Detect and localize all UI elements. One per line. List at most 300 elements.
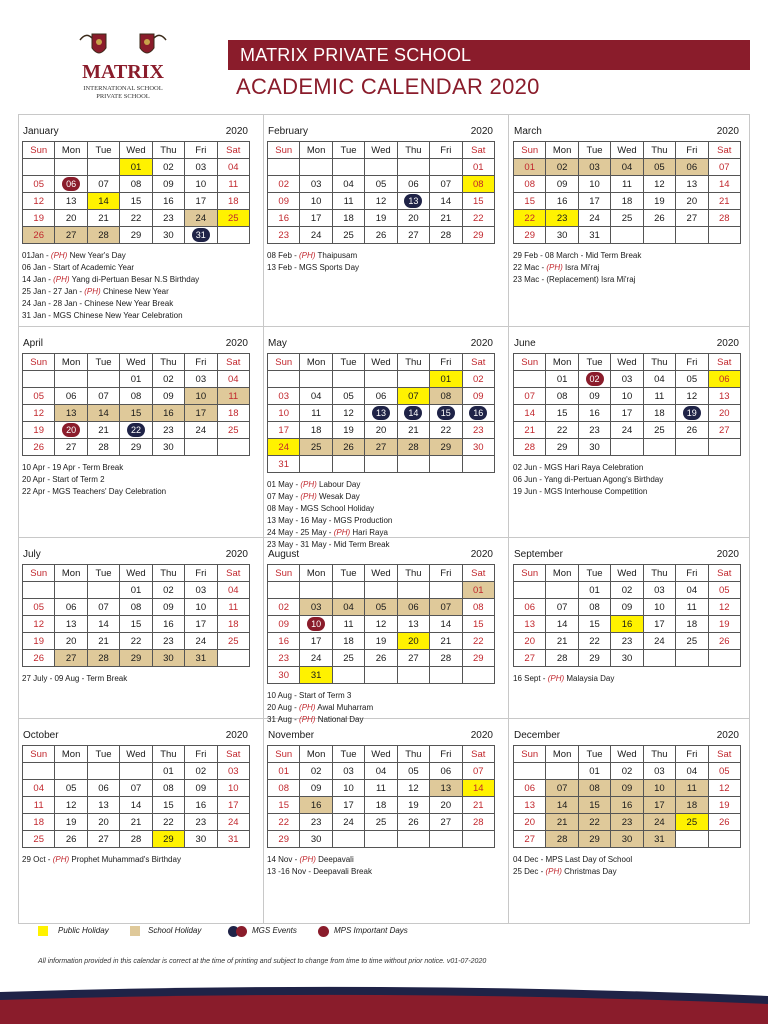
- note-line: [22, 262, 250, 274]
- weekday-label: Mon: [546, 354, 578, 371]
- week-row: [268, 210, 495, 227]
- day-cell: 05: [397, 763, 429, 780]
- day-cell: 24: [185, 422, 217, 439]
- mgs-event-marker: 15: [437, 406, 455, 420]
- day-cell: 19: [643, 193, 675, 210]
- day-cell: 02: [152, 371, 184, 388]
- weekday-label: Thu: [643, 354, 675, 371]
- weekday-label: Sun: [268, 746, 300, 763]
- day-cell: 16: [611, 616, 643, 633]
- day-cell: 05: [708, 582, 740, 599]
- day-cell: 20: [365, 422, 397, 439]
- public-holiday-tag: (PH): [299, 251, 316, 260]
- day-cell: 17: [643, 797, 675, 814]
- day-cell: 15: [546, 405, 578, 422]
- day-cell: 14: [120, 797, 152, 814]
- weekday-label: Sat: [708, 746, 740, 763]
- day-cell: 18: [217, 193, 249, 210]
- weekday-label: Tue: [578, 354, 610, 371]
- weekday-label: Mon: [55, 565, 87, 582]
- day-cell: [643, 227, 675, 244]
- month-header: [267, 725, 495, 745]
- day-cell: 15: [120, 616, 152, 633]
- day-cell: 20: [397, 633, 429, 650]
- month-notes: [513, 854, 741, 878]
- day-cell: 26: [365, 650, 397, 667]
- day-cell: 13: [676, 176, 708, 193]
- weekday-label: Tue: [332, 565, 364, 582]
- note-text: 24 May - 25 May -: [267, 528, 334, 537]
- month-september: [513, 544, 741, 685]
- note-text: Yang di-Pertuan Besar N.S Birthday: [69, 275, 200, 284]
- weekday-label: Tue: [87, 354, 119, 371]
- weekday-label: Thu: [643, 565, 675, 582]
- weekday-label: Sun: [514, 746, 546, 763]
- day-cell: [332, 667, 364, 684]
- day-cell: 28: [397, 439, 429, 456]
- day-cell: 20: [514, 814, 546, 831]
- day-cell: [365, 456, 397, 473]
- day-cell: [217, 439, 249, 456]
- day-cell: 04: [217, 371, 249, 388]
- month-november: [267, 725, 495, 878]
- day-cell: [397, 193, 429, 210]
- day-cell: 30: [152, 439, 184, 456]
- day-cell: 01: [120, 582, 152, 599]
- day-cell: 11: [332, 193, 364, 210]
- note-text: 02 Jun - MGS Hari Raya Celebration: [513, 463, 644, 472]
- day-cell: 26: [397, 814, 429, 831]
- day-cell: 27: [55, 439, 87, 456]
- day-cell: 30: [152, 650, 184, 667]
- weekday-label: Wed: [120, 746, 152, 763]
- day-cell: 16: [152, 193, 184, 210]
- weekday-label: Sun: [268, 565, 300, 582]
- mps-important-dot: [318, 926, 329, 937]
- day-cell: 21: [430, 210, 462, 227]
- day-cell: 03: [300, 176, 332, 193]
- note-text: Labour Day: [316, 480, 361, 489]
- week-row: [268, 650, 495, 667]
- day-cell: 08: [268, 780, 300, 797]
- day-cell: 14: [87, 616, 119, 633]
- month-year: 2020: [716, 730, 739, 741]
- weekday-label: Wed: [365, 746, 397, 763]
- week-row: [268, 780, 495, 797]
- day-cell: [430, 159, 462, 176]
- bottom-ribbon: [0, 976, 768, 1024]
- day-cell: 16: [268, 210, 300, 227]
- day-cell: [546, 763, 578, 780]
- day-cell: [332, 371, 364, 388]
- month-notes: [22, 462, 250, 498]
- month-year: 2020: [470, 338, 493, 349]
- week-row: [514, 780, 741, 797]
- day-cell: [643, 439, 675, 456]
- day-cell: 30: [462, 439, 494, 456]
- day-cell: [397, 405, 429, 422]
- day-cell: [268, 371, 300, 388]
- day-cell: 03: [611, 371, 643, 388]
- month-year: 2020: [470, 730, 493, 741]
- day-cell: 27: [708, 422, 740, 439]
- day-cell: 16: [152, 616, 184, 633]
- legend-label: Public Holiday: [58, 926, 109, 935]
- day-cell: [332, 831, 364, 848]
- week-row: [268, 227, 495, 244]
- week-row: [268, 763, 495, 780]
- week-row: [23, 227, 250, 244]
- day-cell: 25: [643, 422, 675, 439]
- day-cell: 23: [546, 210, 578, 227]
- week-row: [514, 599, 741, 616]
- day-cell: 17: [185, 193, 217, 210]
- day-cell: 19: [397, 797, 429, 814]
- day-cell: 14: [87, 193, 119, 210]
- day-cell: [676, 439, 708, 456]
- day-cell: 09: [268, 193, 300, 210]
- day-cell: 09: [462, 388, 494, 405]
- weekday-header-row: [268, 354, 495, 371]
- weekday-label: Wed: [365, 565, 397, 582]
- day-cell: 10: [268, 405, 300, 422]
- day-cell: [708, 831, 740, 848]
- weekday-label: Fri: [185, 565, 217, 582]
- day-cell: 09: [152, 388, 184, 405]
- day-cell: [55, 582, 87, 599]
- month-august: [267, 544, 495, 726]
- day-cell: 16: [578, 405, 610, 422]
- day-cell: 14: [87, 405, 119, 422]
- note-text: 01 May -: [267, 480, 301, 489]
- mgs-event-marker: 16: [469, 406, 487, 420]
- day-cell: [430, 456, 462, 473]
- note-text: 10 Aug - Start of Term 3: [267, 691, 352, 700]
- legend-label: School Holiday: [148, 926, 202, 935]
- note-line: [513, 462, 741, 474]
- day-cell: 31: [300, 667, 332, 684]
- day-cell: 19: [332, 422, 364, 439]
- week-row: [268, 667, 495, 684]
- month-may: [267, 333, 495, 551]
- weekday-label: Thu: [643, 142, 675, 159]
- day-cell: 17: [300, 633, 332, 650]
- note-line: [267, 702, 495, 714]
- weekday-label: Wed: [611, 354, 643, 371]
- note-text: New Year's Day: [67, 251, 126, 260]
- day-cell: 29: [120, 227, 152, 244]
- weekday-label: Sat: [217, 746, 249, 763]
- day-cell: 22: [120, 633, 152, 650]
- day-cell: 03: [185, 371, 217, 388]
- day-cell: 18: [643, 405, 675, 422]
- weekday-label: Tue: [578, 746, 610, 763]
- day-cell: 30: [611, 831, 643, 848]
- day-cell: 28: [120, 831, 152, 848]
- day-cell: 16: [185, 797, 217, 814]
- day-cell: [217, 227, 249, 244]
- weekday-label: Mon: [55, 142, 87, 159]
- day-cell: 05: [708, 763, 740, 780]
- weekday-label: Fri: [676, 354, 708, 371]
- note-text: 31 Aug -: [267, 715, 300, 724]
- day-cell: 25: [217, 210, 249, 227]
- day-cell: 13: [397, 616, 429, 633]
- day-cell: [55, 763, 87, 780]
- day-cell: 10: [185, 388, 217, 405]
- day-cell: 17: [217, 797, 249, 814]
- day-cell: 13: [87, 797, 119, 814]
- weekday-label: Wed: [120, 354, 152, 371]
- public-holiday-tag: (PH): [546, 263, 563, 272]
- day-cell: 07: [87, 599, 119, 616]
- note-line: [267, 503, 495, 515]
- note-text: 20 Apr - Start of Term 2: [22, 475, 105, 484]
- day-cell: 20: [514, 633, 546, 650]
- note-text: Wesak Day: [316, 492, 360, 501]
- day-cell: [185, 227, 217, 244]
- legend-label: MGS Events: [252, 926, 297, 935]
- day-cell: [365, 582, 397, 599]
- note-text: 01Jan -: [22, 251, 51, 260]
- public-holiday-tag: (PH): [547, 674, 565, 683]
- day-cell: 23: [611, 633, 643, 650]
- note-line: [513, 673, 741, 685]
- month-notes: [22, 854, 250, 866]
- day-cell: 16: [300, 797, 332, 814]
- note-line: [513, 274, 741, 286]
- weekday-header-row: [23, 354, 250, 371]
- day-cell: 03: [643, 582, 675, 599]
- day-cell: 27: [397, 650, 429, 667]
- weekday-label: Sat: [462, 354, 494, 371]
- day-cell: 22: [462, 633, 494, 650]
- day-cell: 04: [676, 763, 708, 780]
- day-cell: [332, 159, 364, 176]
- day-cell: 12: [397, 780, 429, 797]
- day-cell: 28: [430, 650, 462, 667]
- day-cell: 23: [152, 210, 184, 227]
- weekday-label: Sun: [23, 142, 55, 159]
- public-holiday-tag: (PH): [53, 275, 70, 284]
- week-row: [23, 797, 250, 814]
- weekday-label: Mon: [300, 565, 332, 582]
- note-text: 08 May - MGS School Holiday: [267, 504, 375, 513]
- month-name: December: [514, 730, 561, 741]
- day-cell: 10: [217, 780, 249, 797]
- day-cell: [268, 582, 300, 599]
- weekday-label: Fri: [185, 354, 217, 371]
- note-text: 06 Jun - Yang di-Pertuan Agong's Birthday: [513, 475, 664, 484]
- day-cell: 27: [55, 650, 87, 667]
- day-cell: 19: [55, 814, 87, 831]
- day-cell: 11: [332, 616, 364, 633]
- day-cell: [643, 650, 675, 667]
- mps-important-marker: 06: [62, 177, 80, 191]
- day-cell: 29: [462, 650, 494, 667]
- weekday-label: Fri: [430, 565, 462, 582]
- day-cell: 30: [546, 227, 578, 244]
- month-grid: [513, 141, 741, 244]
- weekday-label: Sun: [268, 354, 300, 371]
- note-line: [267, 515, 495, 527]
- day-cell: 23: [462, 422, 494, 439]
- mgs-event-marker: 13: [404, 194, 422, 208]
- day-cell: 05: [23, 599, 55, 616]
- day-cell: [462, 831, 494, 848]
- day-cell: [708, 227, 740, 244]
- note-text: National Day: [315, 715, 364, 724]
- month-year: 2020: [716, 549, 739, 560]
- day-cell: 22: [430, 422, 462, 439]
- logo-line-2: PRIVATE SCHOOL: [96, 93, 150, 100]
- month-name: May: [268, 338, 287, 349]
- weekday-label: Thu: [152, 142, 184, 159]
- day-cell: [300, 456, 332, 473]
- day-cell: 17: [643, 616, 675, 633]
- note-line: [22, 274, 250, 286]
- day-cell: [462, 456, 494, 473]
- weekday-label: Sun: [23, 565, 55, 582]
- day-cell: 02: [152, 582, 184, 599]
- logo-line-1: INTERNATIONAL SCHOOL: [83, 85, 163, 92]
- week-row: [514, 797, 741, 814]
- day-cell: 08: [514, 176, 546, 193]
- month-year: 2020: [225, 126, 248, 137]
- month-name: March: [514, 126, 542, 137]
- day-cell: 10: [185, 176, 217, 193]
- day-cell: 11: [676, 780, 708, 797]
- day-cell: 24: [268, 439, 300, 456]
- day-cell: 05: [365, 176, 397, 193]
- day-cell: [300, 371, 332, 388]
- month-grid: [22, 745, 250, 848]
- day-cell: 15: [120, 405, 152, 422]
- note-line: [513, 486, 741, 498]
- day-cell: 26: [365, 227, 397, 244]
- public-holiday-tag: (PH): [300, 480, 317, 489]
- logo-wordmark: MATRIX: [82, 61, 164, 83]
- public-holiday-tag: (PH): [299, 703, 316, 712]
- day-cell: 07: [546, 599, 578, 616]
- day-cell: 15: [578, 616, 610, 633]
- day-cell: 14: [430, 616, 462, 633]
- day-cell: 17: [578, 193, 610, 210]
- week-row: [23, 616, 250, 633]
- note-line: [22, 486, 250, 498]
- note-text: 23 Mac - (Replacement) Isra Mi'raj: [513, 275, 636, 284]
- day-cell: 10: [611, 388, 643, 405]
- day-cell: [430, 582, 462, 599]
- day-cell: 15: [152, 797, 184, 814]
- day-cell: 11: [217, 176, 249, 193]
- day-cell: 07: [430, 599, 462, 616]
- day-cell: [332, 456, 364, 473]
- day-cell: 12: [676, 388, 708, 405]
- day-cell: 09: [611, 599, 643, 616]
- weekday-label: Thu: [152, 746, 184, 763]
- day-cell: 11: [23, 797, 55, 814]
- day-cell: 04: [643, 371, 675, 388]
- weekday-header-row: [514, 565, 741, 582]
- note-text: Hari Raya: [350, 528, 388, 537]
- public-holiday-swatch: [38, 926, 48, 936]
- crest-right-icon: [140, 34, 166, 53]
- day-cell: [268, 159, 300, 176]
- weekday-header-row: [23, 746, 250, 763]
- weekday-label: Wed: [611, 142, 643, 159]
- mps-important-marker: 10: [307, 617, 325, 631]
- day-cell: 14: [462, 780, 494, 797]
- day-cell: 09: [578, 388, 610, 405]
- day-cell: [87, 763, 119, 780]
- week-row: [268, 599, 495, 616]
- weekday-label: Wed: [611, 746, 643, 763]
- day-cell: 13: [514, 616, 546, 633]
- day-cell: 03: [578, 159, 610, 176]
- mgs-event-marker: 13: [372, 406, 390, 420]
- day-cell: 17: [332, 797, 364, 814]
- week-row: [514, 227, 741, 244]
- day-cell: 17: [185, 405, 217, 422]
- day-cell: 08: [152, 780, 184, 797]
- day-cell: 24: [300, 227, 332, 244]
- note-text: Deepavali: [315, 855, 354, 864]
- day-cell: 10: [578, 176, 610, 193]
- note-text: 06 Jan - Start of Academic Year: [22, 263, 135, 272]
- day-cell: 06: [55, 388, 87, 405]
- day-cell: 13: [55, 405, 87, 422]
- day-cell: 30: [611, 650, 643, 667]
- week-row: [268, 371, 495, 388]
- day-cell: 18: [332, 210, 364, 227]
- day-cell: 07: [87, 176, 119, 193]
- month-notes: [513, 250, 741, 286]
- day-cell: 24: [217, 814, 249, 831]
- day-cell: 08: [120, 599, 152, 616]
- week-row: [23, 388, 250, 405]
- week-row: [268, 814, 495, 831]
- day-cell: 07: [120, 780, 152, 797]
- month-year: 2020: [225, 338, 248, 349]
- day-cell: 21: [708, 193, 740, 210]
- week-row: [268, 388, 495, 405]
- day-cell: [430, 405, 462, 422]
- week-row: [514, 210, 741, 227]
- note-line: [22, 462, 250, 474]
- day-cell: 23: [578, 422, 610, 439]
- day-cell: 13: [514, 797, 546, 814]
- day-cell: 28: [546, 650, 578, 667]
- day-cell: 01: [578, 582, 610, 599]
- day-cell: [87, 159, 119, 176]
- day-cell: 22: [462, 210, 494, 227]
- day-cell: 23: [152, 422, 184, 439]
- week-row: [23, 780, 250, 797]
- week-row: [514, 405, 741, 422]
- day-cell: [578, 371, 610, 388]
- week-row: [514, 439, 741, 456]
- note-line: [22, 474, 250, 486]
- day-cell: 06: [514, 780, 546, 797]
- note-line: [267, 479, 495, 491]
- month-year: 2020: [470, 126, 493, 137]
- day-cell: 24: [578, 210, 610, 227]
- month-grid: [513, 564, 741, 667]
- week-row: [514, 371, 741, 388]
- month-header: [267, 121, 495, 141]
- day-cell: [23, 582, 55, 599]
